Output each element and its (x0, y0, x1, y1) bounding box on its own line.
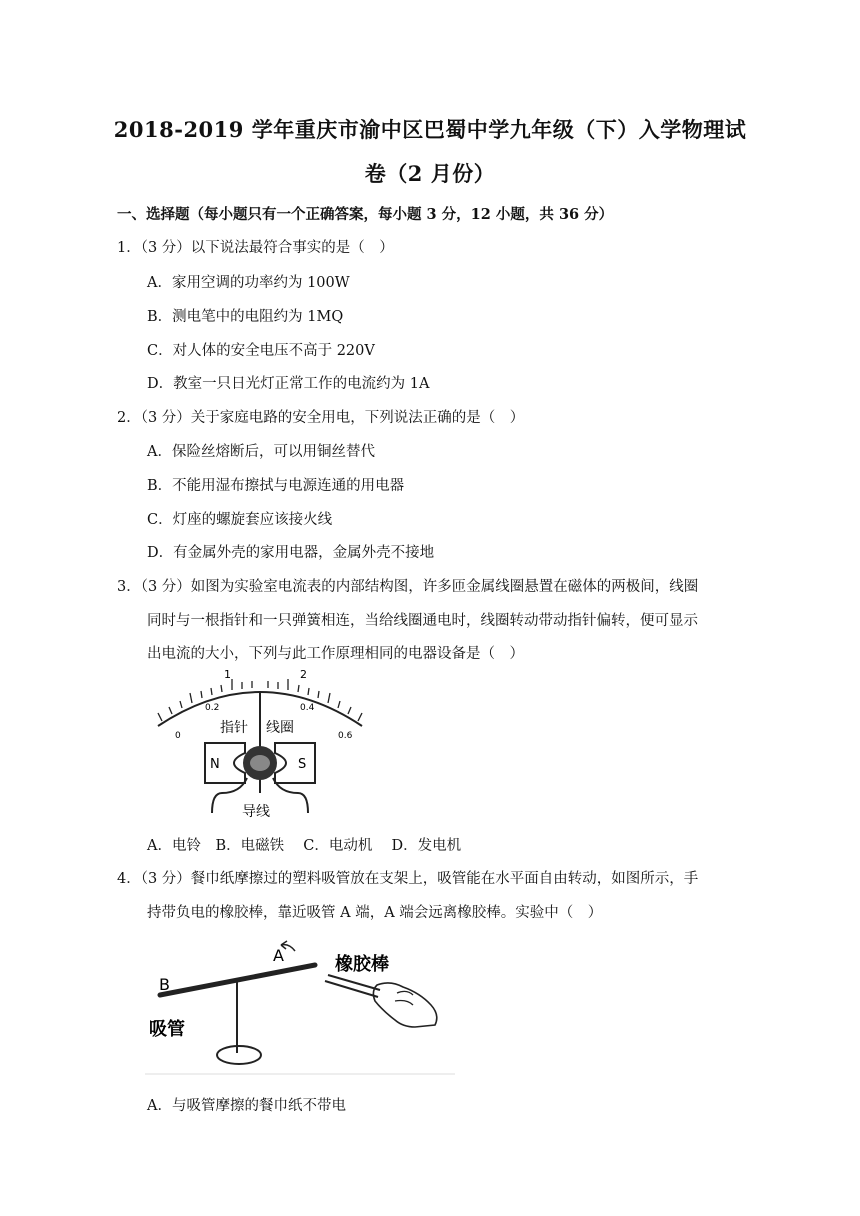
scale-mid-2: 0.4 (300, 703, 315, 713)
question-3-stem-3: 出电流的大小，下列与此工作原理相同的电器设备是（ ） (147, 646, 524, 662)
question-1-stem: 1．（3 分）以下说法最符合事实的是（ ） (117, 240, 394, 256)
q4-option-a: A．与吸管摩擦的餐巾纸不带电 (147, 1098, 346, 1114)
paper-title-line1: 2018-2019 学年重庆市渝中区巴蜀中学九年级（下）入学物理试 (113, 117, 747, 142)
coil-label: 线圈 (266, 720, 294, 736)
question-2-stem: 2．（3 分）关于家庭电路的安全用电，下列说法正确的是（ ） (117, 410, 525, 426)
end-a-label: A (273, 946, 284, 965)
section-heading: 一、选择题（每小题只有一个正确答案，每小题 3 分，12 小题，共 36 分） (117, 206, 614, 223)
question-4-stem-2: 持带负电的橡胶棒，靠近吸管 A 端，A 端会远离橡胶棒。实验中（ ） (147, 905, 603, 921)
q2-option-d: D．有金属外壳的家用电器，金属外壳不接地 (147, 545, 435, 561)
rod-label: 橡胶棒 (335, 954, 389, 975)
q2-option-c: C．灯座的螺旋套应该接火线 (147, 512, 333, 528)
scale-top-1: 1 (224, 668, 231, 681)
q2-option-b: B．不能用湿布擦拭与电源连通的用电器 (147, 478, 405, 494)
rubber-rod (325, 981, 378, 997)
q1-option-c: C．对人体的安全电压不高于 220V (147, 343, 375, 359)
south-magnet (275, 743, 315, 783)
scale-mid-1: 0.2 (205, 703, 220, 713)
wire-label: 导线 (242, 804, 270, 820)
q1-option-d: D．教室一只日光灯正常工作的电流约为 1A (147, 376, 430, 392)
north-label: N (210, 757, 220, 772)
q1-option-a: A．家用空调的功率约为 100W (147, 275, 350, 291)
question-3-stem-2: 同时与一根指针和一只弹簧相连，当给线圈通电时，线圈转动带动指针偏转，便可显示 (147, 613, 698, 629)
question-4-stem-1: 4．（3 分）餐巾纸摩擦过的塑料吸管放在支架上，吸管能在水平面自由转动，如图所示，手 (117, 871, 699, 887)
straw-label: 吸管 (149, 1019, 185, 1040)
paper-title-line2: 卷（2 月份） (364, 161, 496, 186)
end-b-label: B (159, 975, 170, 994)
pointer-label: 指针 (220, 720, 248, 736)
hand-icon (373, 983, 436, 1027)
q3-options: A．电铃 B．电磁铁 C．电动机 D．发电机 (147, 838, 462, 854)
straw-figure (145, 935, 460, 1077)
ammeter-figure (150, 668, 370, 828)
q1-option-b: B．测电笔中的电阻约为 1MQ (147, 309, 344, 325)
south-label: S (298, 757, 307, 772)
scale-end-0: 0 (175, 731, 181, 741)
scale-top-2: 2 (300, 668, 307, 681)
question-3-stem-1: 3．（3 分）如图为实验室电流表的内部结构图，许多匝金属线圈悬置在磁体的两极间，线圈 (117, 579, 699, 595)
q2-option-a: A．保险丝熔断后，可以用铜丝替代 (147, 444, 375, 460)
stand-base (217, 1046, 261, 1064)
scale-end-06: 0.6 (338, 731, 353, 741)
